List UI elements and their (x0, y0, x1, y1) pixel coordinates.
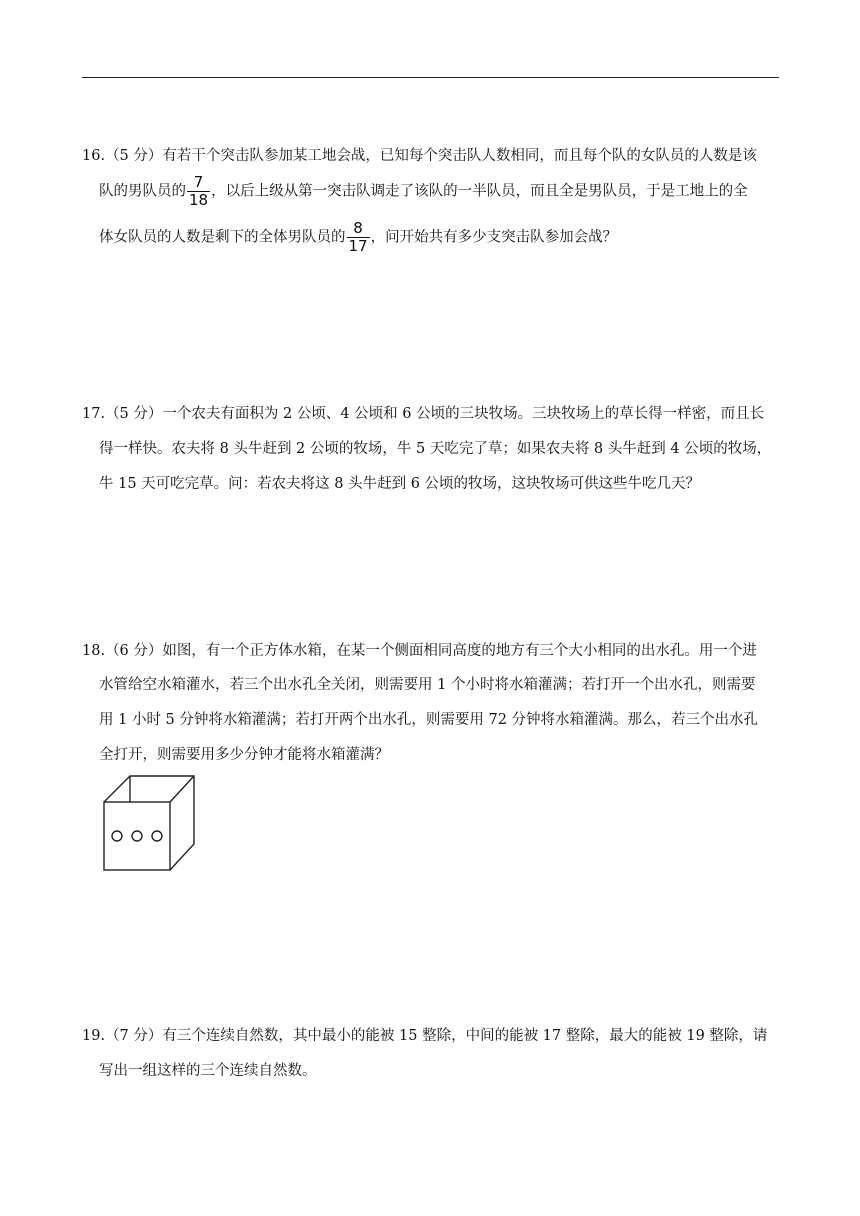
question-text: 有若干个突击队参加某工地会战，已知每个突击队人数相同，而且每个队的女队员的人数是该 (162, 148, 757, 164)
question-text: ，问开始共有多少支突击队参加会战？ (370, 229, 618, 246)
question-score: （7 分） (105, 1028, 163, 1044)
question-text: ，以后上级从第一突击队调走了该队的一半队员，而且全是男队员，于是工地上的全 (211, 183, 748, 200)
question-text: 一个农夫有面积为 2 公顷、4 公顷和 6 公顷的三块牧场。三块牧场上的草长得一样密，而且长 (162, 406, 765, 422)
question-text: 如图，有一个正方体水箱，在某一个侧面相同高度的地方有三个大小相同的出水孔。用一个进 (162, 643, 757, 659)
question-16-line-3 (99, 220, 617, 255)
question-text: 有三个连续自然数，其中最小的能被 15 整除，中间的能被 17 整除，最大的能被 19 整除，请 (162, 1028, 768, 1044)
fraction-numerator: 7 (193, 173, 204, 191)
question-text: 体女队员的人数是剩下的全体男队员的 (99, 229, 346, 246)
header-rule (82, 77, 779, 78)
question-18-line-4 (99, 743, 389, 764)
question-17-line-3 (99, 472, 700, 493)
question-text: 得一样快。农夫将 8 头牛赶到 2 公顷的牧场，牛 5 天吃完了草；如果农夫将 8 头牛赶到 4 公顷的牧场， (99, 441, 772, 457)
fraction-denominator: 17 (348, 237, 368, 255)
question-18-line-1 (82, 639, 757, 660)
cube-top-right-edge (170, 776, 194, 802)
cube-tank-figure (102, 774, 198, 878)
question-text: 用 1 小时 5 分钟将水箱灌满；若打开两个出水孔，则需要用 72 分钟将水箱灌满。那么，若三个出水孔 (99, 712, 759, 728)
question-number: 17. (82, 406, 106, 422)
question-text: 水管给空水箱灌水，若三个出水孔全关闭，则需要用 1 个小时将水箱灌满；若打开一个出水孔，则需要 (99, 677, 756, 693)
question-text: 写出一组这样的三个连续自然数。 (99, 1063, 317, 1079)
question-number: 16. (82, 148, 106, 164)
question-score: （5 分） (105, 406, 163, 422)
cube-tank-drawing (102, 774, 198, 874)
question-19-line-1 (82, 1024, 767, 1045)
question-number: 19. (82, 1028, 106, 1044)
question-16-line-1 (82, 144, 757, 165)
question-16-line-2 (99, 174, 748, 209)
question-18-line-3 (99, 708, 758, 729)
question-19-line-2 (99, 1059, 317, 1080)
outlet-hole-3 (152, 831, 162, 841)
question-text: 牛 15 天可吃完草。问：若农夫将这 8 头牛赶到 6 公顷的牧场，这块牧场可供这些牛吃几天？ (99, 476, 701, 492)
question-17-line-1 (82, 402, 764, 423)
outlet-hole-2 (132, 831, 142, 841)
cube-front-face (104, 802, 170, 870)
question-18-line-2 (99, 673, 755, 694)
question-text: 全打开，则需要用多少分钟才能将水箱灌满？ (99, 747, 389, 763)
fraction-numerator: 8 (353, 219, 363, 237)
question-number: 18. (82, 643, 106, 659)
question-17-line-2 (99, 437, 771, 458)
outlet-hole-1 (112, 831, 122, 841)
question-text: 队的男队员的 (99, 183, 186, 200)
fraction-8-17 (347, 220, 370, 255)
question-score: （6 分） (105, 643, 163, 659)
fraction-7-18 (187, 174, 210, 209)
fraction-denominator: 18 (189, 191, 209, 209)
question-score: （5 分） (105, 148, 163, 164)
